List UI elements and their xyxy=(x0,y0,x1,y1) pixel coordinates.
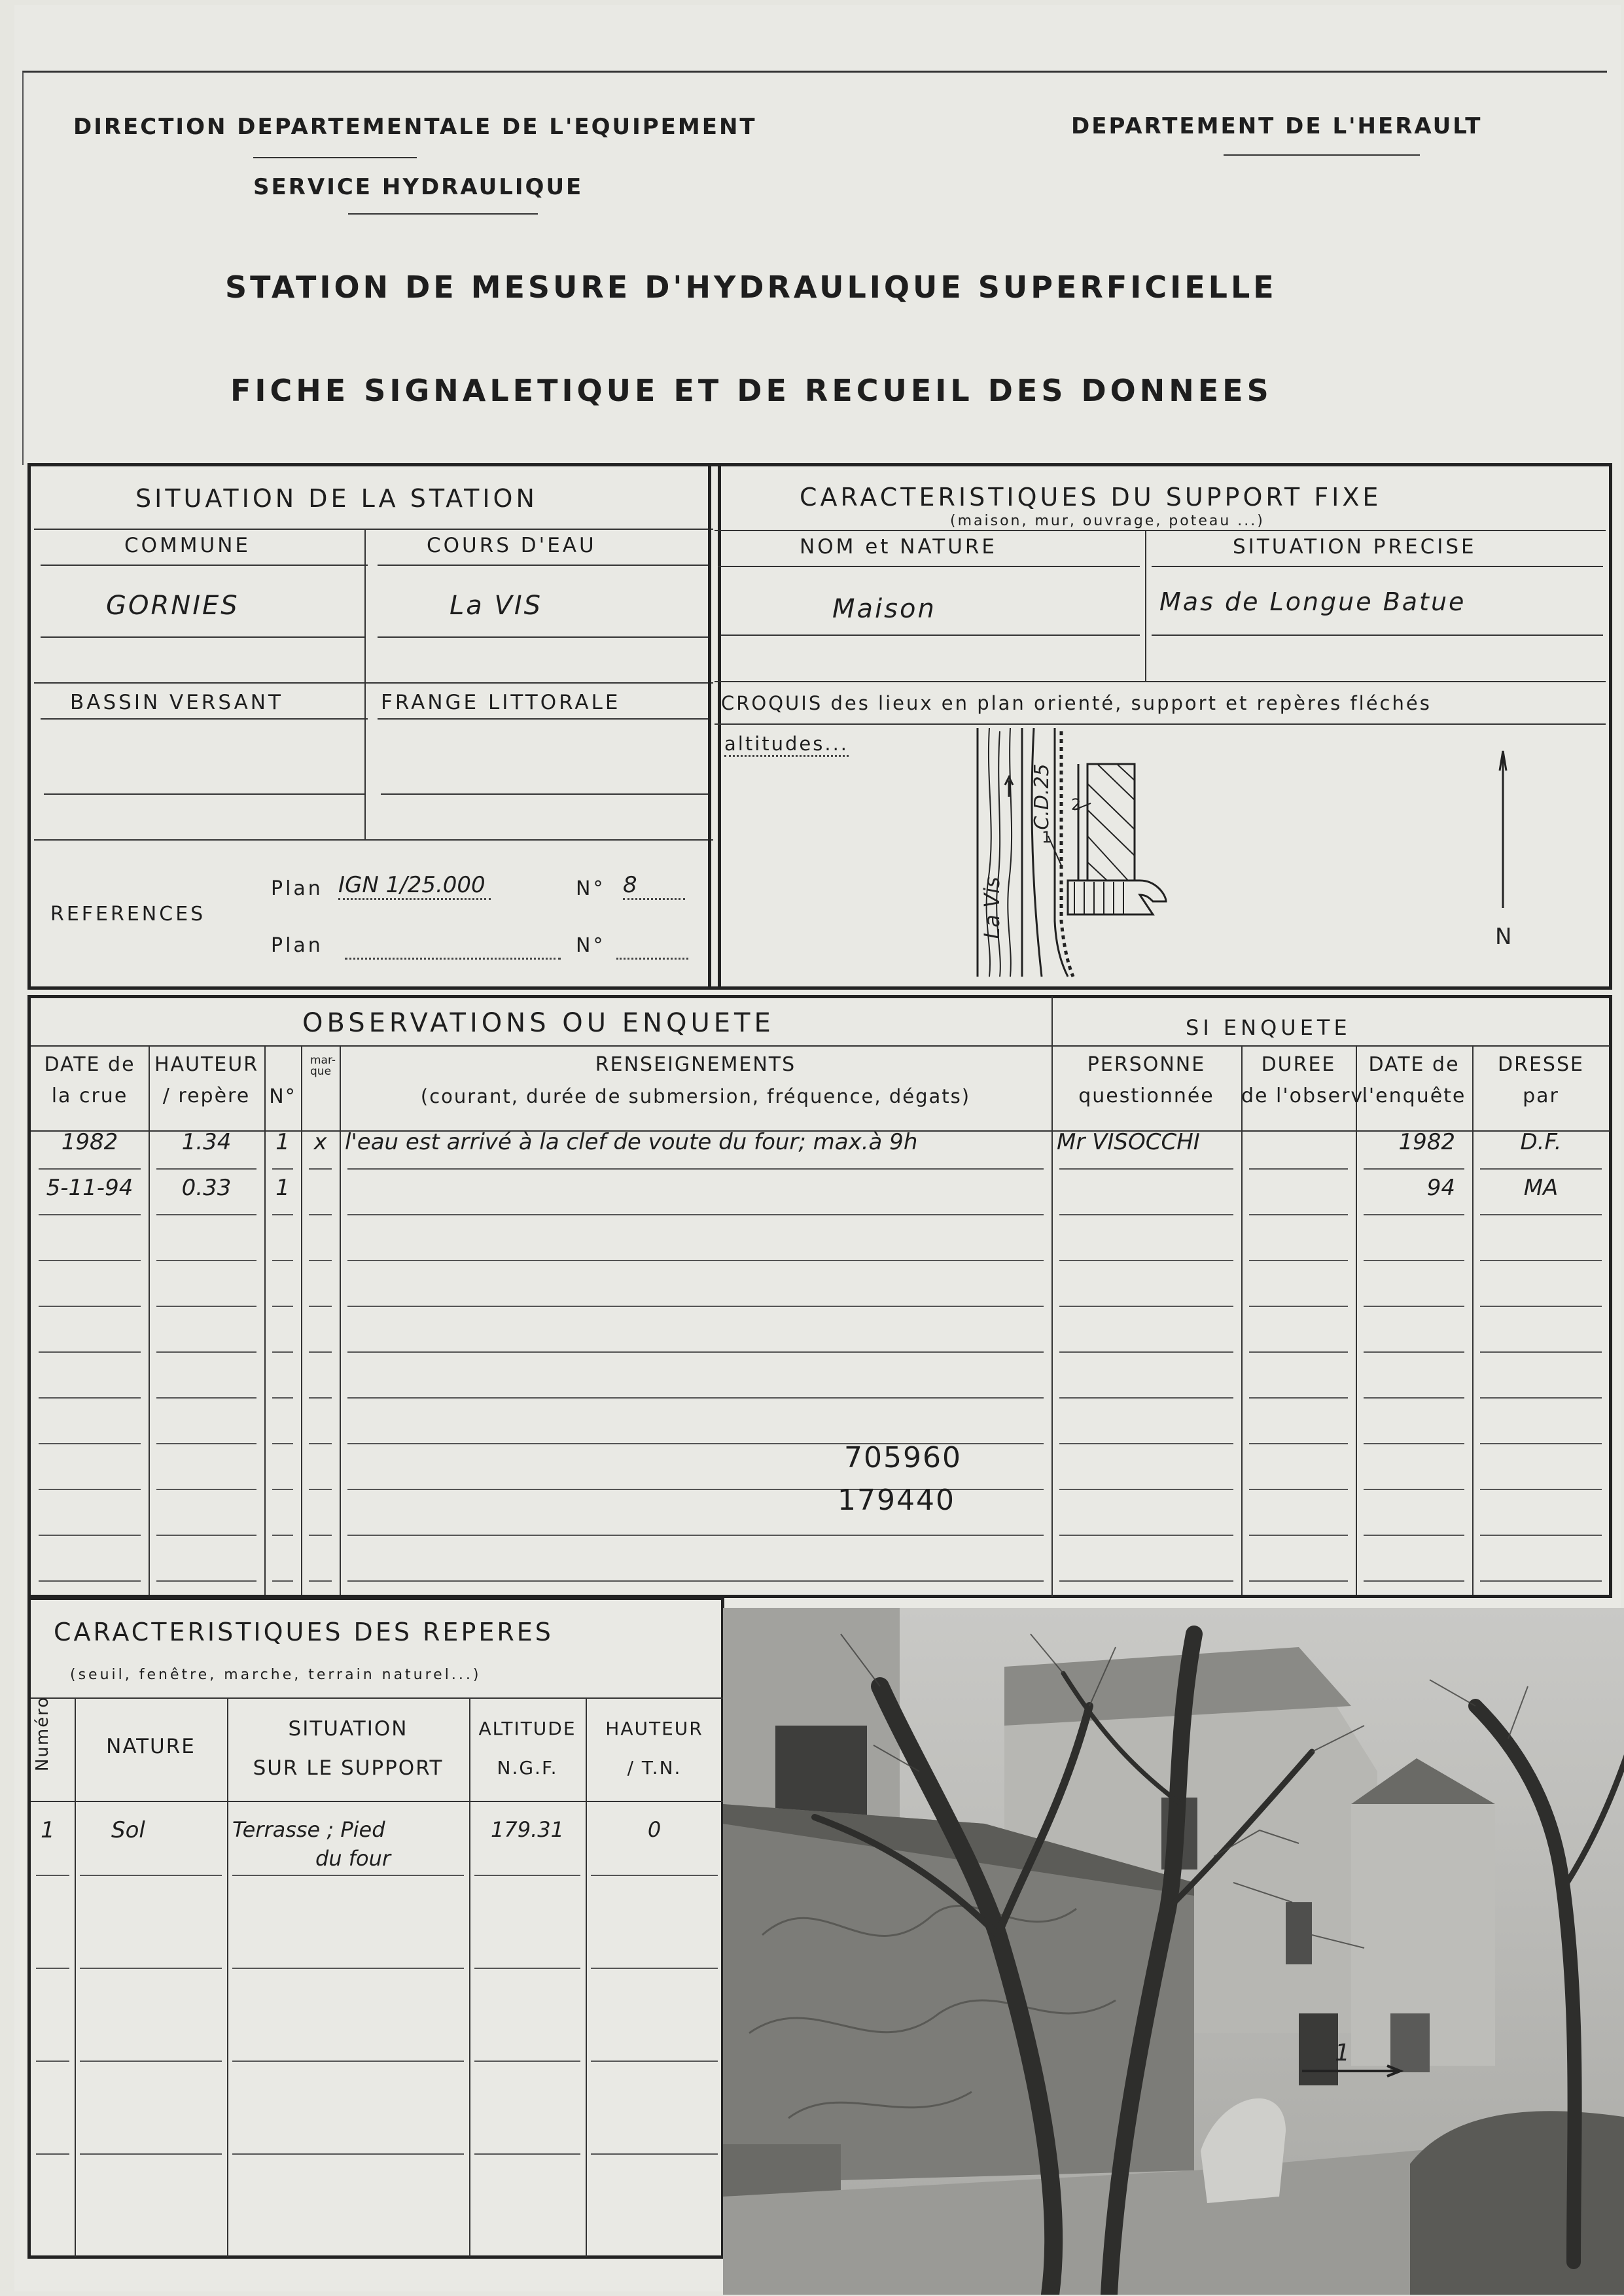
support-subheading: (maison, mur, ouvrage, poteau ...) xyxy=(950,513,1265,529)
croquis-label: CROQUIS des lieux en plan orienté, support et repères fléchés xyxy=(721,692,1432,714)
rule-line xyxy=(1059,1397,1233,1399)
rule-line xyxy=(36,1875,69,1876)
rule-line xyxy=(309,1351,332,1353)
rule-line xyxy=(1480,1214,1602,1215)
rule-line xyxy=(309,1260,332,1261)
plan1-no[interactable]: 8 xyxy=(623,872,685,900)
col-date-enquete-line1: DATE de xyxy=(1368,1053,1460,1076)
commune-label: COMMUNE xyxy=(124,534,251,557)
rule-line xyxy=(39,1260,141,1261)
divider xyxy=(44,793,364,795)
divider xyxy=(1145,530,1146,682)
col-hauteur-line2: / repère xyxy=(162,1085,251,1107)
cell-date-enquete[interactable]: 1982 xyxy=(1398,1129,1455,1155)
rule-line xyxy=(1249,1168,1348,1170)
divider xyxy=(378,636,708,638)
plan2-no-label: N° xyxy=(576,934,606,957)
rule-line xyxy=(309,1443,332,1444)
altitudes-label: altitudes... xyxy=(724,733,849,757)
col-situation-header xyxy=(227,1709,469,1788)
col-duree-line2: de l'observ. xyxy=(1241,1085,1370,1107)
rule-line xyxy=(272,1580,293,1582)
divider xyxy=(31,1801,723,1802)
rule-line xyxy=(591,2061,718,2062)
location-sketch xyxy=(957,725,1591,986)
rule-line xyxy=(474,1968,580,1969)
rule-line xyxy=(1249,1306,1348,1307)
rule-line xyxy=(39,1535,141,1536)
cell-situation-line2[interactable]: du four xyxy=(315,1846,391,1871)
rule-line xyxy=(39,1214,141,1215)
page-title: STATION DE MESURE D'HYDRAULIQUE SUPERFICIELLE xyxy=(225,270,1277,305)
rule-line xyxy=(232,2153,464,2155)
rule-line xyxy=(1249,1351,1348,1353)
rule-line xyxy=(309,1168,332,1170)
col-date-crue-header xyxy=(31,1049,149,1112)
rule-line xyxy=(1480,1260,1602,1261)
col-dresse-header xyxy=(1472,1049,1610,1112)
rule-line xyxy=(1364,1306,1464,1307)
rule-line xyxy=(36,2153,69,2155)
reperes-subheading: (seuil, fenêtre, marche, terrain naturel...) xyxy=(70,1667,482,1683)
sketch-north-label: N xyxy=(1495,924,1512,950)
rule-line xyxy=(39,1168,141,1170)
cell-info[interactable]: l'eau est arrivé à la clef de voute du four; max.à 9h xyxy=(345,1129,918,1155)
situation-precise-value[interactable]: Mas de Longue Batue xyxy=(1159,587,1466,616)
rule-line xyxy=(591,2153,718,2155)
col-duree-header xyxy=(1241,1049,1370,1112)
rule-line xyxy=(80,2153,222,2155)
rule-line xyxy=(39,1580,141,1582)
rule-line xyxy=(1364,1260,1464,1261)
divider xyxy=(340,1045,341,1595)
col-hauteur-line1: HAUTEUR xyxy=(154,1053,259,1076)
photo-image xyxy=(723,1608,1624,2295)
plan1-no-label: N° xyxy=(576,877,606,900)
cell-no[interactable]: 1 xyxy=(275,1129,290,1155)
rule-line xyxy=(80,1875,222,1876)
rule-line xyxy=(39,1489,141,1490)
rule-line xyxy=(156,1168,256,1170)
photo-mark: 1 xyxy=(1335,2040,1350,2066)
col-hauteur-header xyxy=(586,1709,723,1788)
rule-line xyxy=(232,1875,464,1876)
col-dresse-line1: DRESSE xyxy=(1498,1053,1584,1076)
rule-line xyxy=(156,1260,256,1261)
divider xyxy=(34,682,713,684)
rule-line xyxy=(1364,1351,1464,1353)
rule-line xyxy=(272,1260,293,1261)
col-date-crue-line1: DATE de xyxy=(44,1053,135,1076)
rule-line xyxy=(1249,1214,1348,1215)
rule-line xyxy=(1364,1489,1464,1490)
rule-line xyxy=(272,1535,293,1536)
sketch-road-label: C.D.25 xyxy=(1031,763,1053,830)
divider xyxy=(1356,1045,1357,1595)
rule-line xyxy=(309,1489,332,1490)
rule-line xyxy=(309,1214,332,1215)
cell-no[interactable]: 1 xyxy=(275,1175,290,1201)
divider xyxy=(718,566,1140,567)
references-label: REFERENCES xyxy=(50,903,206,926)
cours-value[interactable]: La VIS xyxy=(450,591,543,621)
rule-line xyxy=(1480,1168,1602,1170)
col-renseignements-line1: RENSEIGNEMENTS xyxy=(595,1053,796,1076)
rule-line xyxy=(1059,1535,1233,1536)
col-nature-header: NATURE xyxy=(106,1735,196,1758)
cell-date[interactable]: 5-11-94 xyxy=(46,1175,133,1201)
rule-line xyxy=(1059,1168,1233,1170)
rule-line xyxy=(39,1443,141,1444)
department-underline xyxy=(1224,154,1420,156)
rule-line xyxy=(156,1397,256,1399)
rule-line xyxy=(347,1397,1044,1399)
reperes-box xyxy=(27,1597,724,2259)
bassin-field[interactable] xyxy=(41,722,361,793)
frange-label: FRANGE LITTORALE xyxy=(381,691,621,714)
divider xyxy=(378,718,708,720)
divider xyxy=(1051,1045,1053,1595)
col-numero-header: Numéro xyxy=(33,1696,52,1771)
rule-line xyxy=(347,1535,1044,1536)
rule-line xyxy=(156,1580,256,1582)
rule-line xyxy=(1480,1489,1602,1490)
rule-line xyxy=(1480,1397,1602,1399)
rule-line xyxy=(1249,1489,1348,1490)
col-hauteur-header xyxy=(149,1049,264,1112)
divider xyxy=(715,530,1606,531)
rule-line xyxy=(80,2061,222,2062)
rule-line xyxy=(1249,1580,1348,1582)
rule-line xyxy=(156,1351,256,1353)
service-underline xyxy=(348,213,538,215)
coord-y: 179440 xyxy=(838,1484,955,1517)
col-personne-line1: PERSONNE xyxy=(1087,1053,1206,1076)
cell-date-enquete[interactable]: 94 xyxy=(1426,1175,1455,1201)
divider xyxy=(1241,1045,1243,1595)
rule-line xyxy=(1059,1351,1233,1353)
rule-line xyxy=(347,1351,1044,1353)
rule-line xyxy=(591,1968,718,1969)
divider xyxy=(31,1697,723,1699)
rule-line xyxy=(39,1397,141,1399)
plan1-value[interactable]: IGN 1/25.000 xyxy=(338,872,491,900)
plan2-value[interactable] xyxy=(345,934,561,960)
cell-personne[interactable]: Mr VISOCCHI xyxy=(1057,1129,1200,1155)
rule-line xyxy=(347,1168,1044,1170)
col-personne-line2: questionnée xyxy=(1078,1085,1214,1107)
rule-line xyxy=(347,1580,1044,1582)
divider xyxy=(364,529,366,839)
rule-line xyxy=(39,1351,141,1353)
rule-line xyxy=(39,1306,141,1307)
rule-line xyxy=(1059,1260,1233,1261)
cell-hauteur[interactable]: 0.33 xyxy=(181,1175,232,1201)
rule-line xyxy=(1364,1397,1464,1399)
sketch-river-label: La Vis xyxy=(980,877,1004,939)
nom-label: NOM et NATURE xyxy=(800,535,998,559)
rule-line xyxy=(1364,1168,1464,1170)
rule-line xyxy=(272,1168,293,1170)
rule-line xyxy=(36,2061,69,2062)
plan1-label: Plan xyxy=(271,877,323,900)
col-situation-header-line1: SITUATION xyxy=(288,1717,408,1741)
bassin-label: BASSIN VERSANT xyxy=(70,691,283,714)
rule-line xyxy=(36,1968,69,1969)
divider xyxy=(31,1045,1610,1047)
reperes-heading: CARACTERISTIQUES DES REPERES xyxy=(54,1618,554,1646)
org-underline xyxy=(253,157,417,158)
cell-numero[interactable]: 1 xyxy=(41,1817,55,1843)
cell-hauteur[interactable]: 0 xyxy=(647,1817,662,1842)
col-altitude-header-line1: ALTITUDE xyxy=(478,1718,576,1739)
rule-line xyxy=(1249,1397,1348,1399)
col-renseignements-header xyxy=(340,1049,1051,1112)
col-date-enquete-header xyxy=(1356,1049,1472,1112)
col-date-crue-line2: la crue xyxy=(51,1085,128,1107)
rule-line xyxy=(1364,1580,1464,1582)
divider xyxy=(301,1045,302,1595)
rule-line xyxy=(272,1306,293,1307)
rule-line xyxy=(474,2061,580,2062)
situation-heading: SITUATION DE LA STATION xyxy=(135,484,538,513)
cours-label: COURS D'EAU xyxy=(427,534,597,557)
coord-x: 705960 xyxy=(844,1441,962,1474)
divider xyxy=(381,793,708,795)
rule-line xyxy=(1249,1260,1348,1261)
divider xyxy=(378,565,708,566)
rule-line xyxy=(1249,1443,1348,1444)
rule-line xyxy=(347,1306,1044,1307)
divider xyxy=(721,635,1140,636)
cell-dresse[interactable]: D.F. xyxy=(1520,1129,1562,1155)
rule-line xyxy=(156,1489,256,1490)
cell-dresse[interactable]: MA xyxy=(1523,1175,1559,1201)
enquete-heading: SI ENQUETE xyxy=(1186,1015,1351,1040)
form-sheet xyxy=(14,5,1621,2291)
rule-line xyxy=(232,2061,464,2062)
rule-line xyxy=(1364,1214,1464,1215)
col-date-enquete-line2: l'enquête xyxy=(1362,1085,1466,1107)
rule-line xyxy=(309,1535,332,1536)
col-altitude-header-line2: N.G.F. xyxy=(497,1757,558,1779)
rule-line xyxy=(309,1580,332,1582)
rule-line xyxy=(1059,1306,1233,1307)
rule-line xyxy=(591,1875,718,1876)
cell-mark[interactable]: x xyxy=(313,1129,327,1155)
commune-value[interactable]: GORNIES xyxy=(106,591,239,621)
rule-line xyxy=(1059,1214,1233,1215)
rule-line xyxy=(232,1968,464,1969)
rule-line xyxy=(1480,1306,1602,1307)
divider xyxy=(41,718,368,720)
rule-line xyxy=(309,1306,332,1307)
rule-line xyxy=(1059,1443,1233,1444)
station-photo xyxy=(723,1608,1624,2295)
rule-line xyxy=(1480,1580,1602,1582)
cell-hauteur[interactable]: 1.34 xyxy=(181,1129,232,1155)
sketch-mark2: 2 xyxy=(1071,795,1082,814)
rule-line xyxy=(80,1968,222,1969)
col-numero-header: N° xyxy=(269,1085,296,1108)
rule-line xyxy=(272,1489,293,1490)
cell-date[interactable]: 1982 xyxy=(61,1129,118,1155)
observations-heading: OBSERVATIONS OU ENQUETE xyxy=(302,1008,775,1038)
cell-nature[interactable]: Sol xyxy=(111,1817,145,1843)
col-altitude-header xyxy=(469,1709,586,1788)
rule-line xyxy=(1249,1535,1348,1536)
col-marque-header: mar-que xyxy=(310,1054,336,1078)
nom-value[interactable]: Maison xyxy=(832,594,936,624)
divider xyxy=(41,565,368,566)
rule-line xyxy=(1059,1580,1233,1582)
divider xyxy=(41,636,364,638)
divider xyxy=(149,1045,150,1595)
rule-line xyxy=(156,1214,256,1215)
divider xyxy=(1152,566,1603,567)
sketch-mark1: 1 xyxy=(1042,828,1052,846)
col-hauteur-header-line1: HAUTEUR xyxy=(605,1718,703,1739)
divider xyxy=(34,839,713,841)
org-line2: SERVICE HYDRAULIQUE xyxy=(253,174,584,200)
rule-line xyxy=(272,1351,293,1353)
rule-line xyxy=(474,1875,580,1876)
divider xyxy=(75,1697,76,2257)
divider xyxy=(34,529,713,530)
rule-line xyxy=(156,1306,256,1307)
rule-line xyxy=(1364,1443,1464,1444)
rule-line xyxy=(1480,1351,1602,1353)
divider xyxy=(1152,635,1603,636)
rule-line xyxy=(1364,1535,1464,1536)
col-dresse-line2: par xyxy=(1523,1085,1559,1107)
col-situation-header-line2: SUR LE SUPPORT xyxy=(253,1756,444,1780)
plan2-no[interactable] xyxy=(616,934,688,960)
department: DEPARTEMENT DE L'HERAULT xyxy=(1071,113,1483,139)
rule-line xyxy=(272,1443,293,1444)
rule-line xyxy=(156,1535,256,1536)
frange-field[interactable] xyxy=(381,722,705,793)
support-heading: CARACTERISTIQUES DU SUPPORT FIXE xyxy=(800,483,1382,512)
rule-line xyxy=(1480,1535,1602,1536)
cell-altitude[interactable]: 179.31 xyxy=(491,1817,564,1842)
rule-line xyxy=(1480,1443,1602,1444)
rule-line xyxy=(309,1397,332,1399)
col-personne-header xyxy=(1051,1049,1241,1112)
rule-line xyxy=(272,1214,293,1215)
col-hauteur-header-line2: / T.N. xyxy=(627,1757,682,1779)
rule-line xyxy=(1059,1489,1233,1490)
org-line1: DIRECTION DEPARTEMENTALE DE L'EQUIPEMENT xyxy=(73,114,757,140)
cell-situation-line1[interactable]: Terrasse ; Pied xyxy=(232,1817,385,1842)
divider xyxy=(715,681,1606,682)
divider xyxy=(264,1045,266,1595)
divider xyxy=(1472,1045,1474,1595)
page-subtitle: FICHE SIGNALETIQUE ET DE RECUEIL DES DONNEES xyxy=(230,373,1273,408)
rule-line xyxy=(347,1260,1044,1261)
col-renseignements-line2: (courant, durée de submersion, fréquence, dégats) xyxy=(420,1085,971,1107)
situation-precise-label: SITUATION PRECISE xyxy=(1233,535,1477,559)
rule-line xyxy=(474,2153,580,2155)
col-duree-line1: DUREE xyxy=(1261,1053,1336,1076)
rule-line xyxy=(272,1397,293,1399)
plan2-label: Plan xyxy=(271,934,323,957)
rule-line xyxy=(156,1443,256,1444)
rule-line xyxy=(347,1214,1044,1215)
